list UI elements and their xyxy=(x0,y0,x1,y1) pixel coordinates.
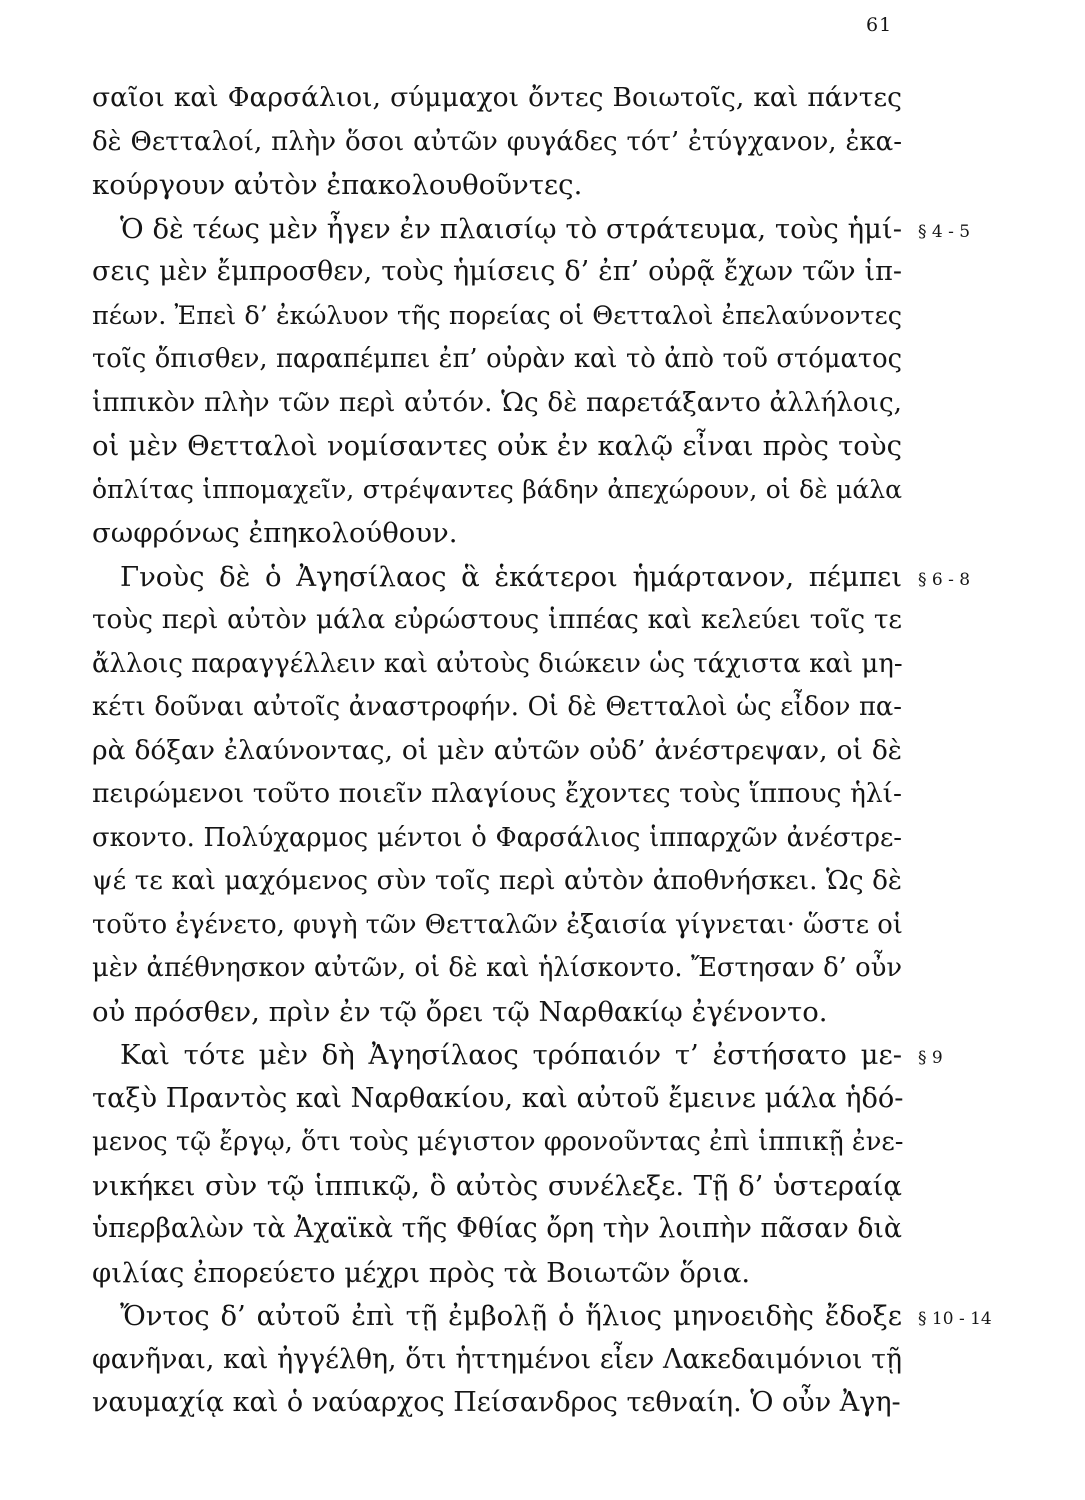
text-line: Καὶ τότε μὲν δὴ Ἀγησίλαος τρόπαιόν τ’ ἐστήσατο με- xyxy=(120,1039,902,1071)
section-marker: § 6 - 8 xyxy=(918,570,971,590)
page-number: 61 xyxy=(866,14,893,36)
text-line: μὲν ἀπέθνησκον αὐτῶν, οἱ δὲ καὶ ἡλίσκοντο. Ἔστησαν δ’ οὖν xyxy=(92,953,902,983)
text-line: τοῖς ὄπισθεν, παραπέμπει ἐπ’ οὐρὰν καὶ τὸ ἀπὸ τοῦ στόματος xyxy=(92,344,902,374)
text-line: ὁπλίτας ἱππομαχεῖν, στρέψαντες βάδην ἀπεχώρουν, οἱ δὲ μάλα xyxy=(92,475,902,504)
text-line: ρὰ δόξαν ἐλαύνοντας, οἱ μὲν αὐτῶν οὐδ’ ἀνέστρεψαν, οἱ δὲ xyxy=(92,735,902,766)
text-line: οὐ πρόσθεν, πρὶν ἐν τῷ ὄρει τῷ Ναρθακίῳ ἐγένοντο. xyxy=(92,996,828,1028)
text-line: ἄλλοις παραγγέλλειν καὶ αὐτοὺς διώκειν ὡς τάχιστα καὶ μη- xyxy=(92,649,903,679)
section-marker: § 4 - 5 xyxy=(918,222,971,242)
text-line: ἱππικὸν πλὴν τῶν περὶ αὐτόν. Ὡς δὲ παρετάξαντο ἀλλήλοις, xyxy=(92,388,902,418)
text-line: κέτι δοῦναι αὐτοῖς ἀναστροφήν. Οἱ δὲ Θετταλοὶ ὡς εἶδον πα- xyxy=(92,692,902,722)
text-line: Ὄντος δ’ αὐτοῦ ἐπὶ τῇ ἐμβολῇ ὁ ἥλιος μηνοειδὴς ἔδοξε xyxy=(120,1300,902,1332)
text-line: Γνοὺς δὲ ὁ Ἀγησίλαος ἃ ἑκάτεροι ἡμάρτανον, πέμπει xyxy=(120,561,902,593)
text-line: Ὁ δὲ τέως μὲν ἦγεν ἐν πλαισίῳ τὸ στράτευμα, τοὺς ἡμί- xyxy=(120,213,902,245)
text-line: σεις μὲν ἔμπροσθεν, τοὺς ἡμίσεις δ’ ἐπ’ οὐρᾷ ἔχων τῶν ἱπ- xyxy=(92,256,902,287)
text-line: ὑπερβαλὼν τὰ Ἀχαϊκὰ τῆς Φθίας ὄρη τὴν λοιπὴν πᾶσαν διὰ xyxy=(92,1213,902,1244)
text-line: νικήκει σὺν τῷ ἱππικῷ, ὃ αὐτὸς συνέλεξε. Τῇ δ’ ὑστεραίᾳ xyxy=(92,1170,902,1202)
text-line: οἱ μὲν Θετταλοὶ νομίσαντες οὐκ ἐν καλῷ εἶναι πρὸς τοὺς xyxy=(92,430,902,462)
text-line: κούργουν αὐτὸν ἐπακολουθοῦντες. xyxy=(92,169,583,201)
text-line: φανῆναι, καὶ ἠγγέλθη, ὅτι ἡττημένοι εἶεν Λακεδαιμόνιοι τῇ xyxy=(92,1344,902,1375)
text-line: τοὺς περὶ αὐτὸν μάλα εὐρώστους ἱππέας καὶ κελεύει τοῖς τε xyxy=(92,605,902,635)
text-line: μενος τῷ ἔργῳ, ὅτι τοὺς μέγιστον φρονοῦντας ἐπὶ ἱππικῇ ἐνε- xyxy=(92,1127,904,1157)
text-line: πειρώμενοι τοῦτο ποιεῖν πλαγίους ἔχοντες τοὺς ἵππους ἡλί- xyxy=(92,778,902,809)
text-line: τοῦτο ἐγένετο, φυγὴ τῶν Θετταλῶν ἐξαισία γίγνεται· ὥστε οἱ xyxy=(92,910,903,940)
text-line: σωφρόνως ἐπηκολούθουν. xyxy=(92,517,458,549)
section-marker: § 9 xyxy=(918,1048,943,1068)
text-line: ναυμαχίᾳ καὶ ὁ ναύαρχος Πείσανδρος τεθναίη. Ὁ οὖν Ἀγη- xyxy=(92,1387,901,1418)
text-line: ταξὺ Πραντὸς καὶ Ναρθακίου, καὶ αὐτοῦ ἔμεινε μάλα ἡδό- xyxy=(92,1083,904,1114)
text-line: δὲ Θετταλοί, πλὴν ὅσοι αὐτῶν φυγάδες τότ’ ἐτύγχανον, ἐκα- xyxy=(92,127,902,157)
text-line: ψέ τε καὶ μαχόμενος σὺν τοῖς περὶ αὐτὸν ἀποθνήσκει. Ὡς δὲ xyxy=(92,866,902,896)
section-marker: § 10 - 14 xyxy=(918,1309,992,1329)
text-line: πέων. Ἐπεὶ δ’ ἐκώλυον τῆς πορείας οἱ Θετταλοὶ ἐπελαύνοντες xyxy=(92,301,902,331)
text-line: σκοντο. Πολύχαρμος μέντοι ὁ Φαρσάλιος ἱππαρχῶν ἀνέστρε- xyxy=(92,823,902,853)
text-line: φιλίας ἐπορεύετο μέχρι πρὸς τὰ Βοιωτῶν ὅρια. xyxy=(92,1257,751,1289)
text-line: σαῖοι καὶ Φαρσάλιοι, σύμμαχοι ὄντες Βοιωτοῖς, καὶ πάντες xyxy=(92,82,902,113)
